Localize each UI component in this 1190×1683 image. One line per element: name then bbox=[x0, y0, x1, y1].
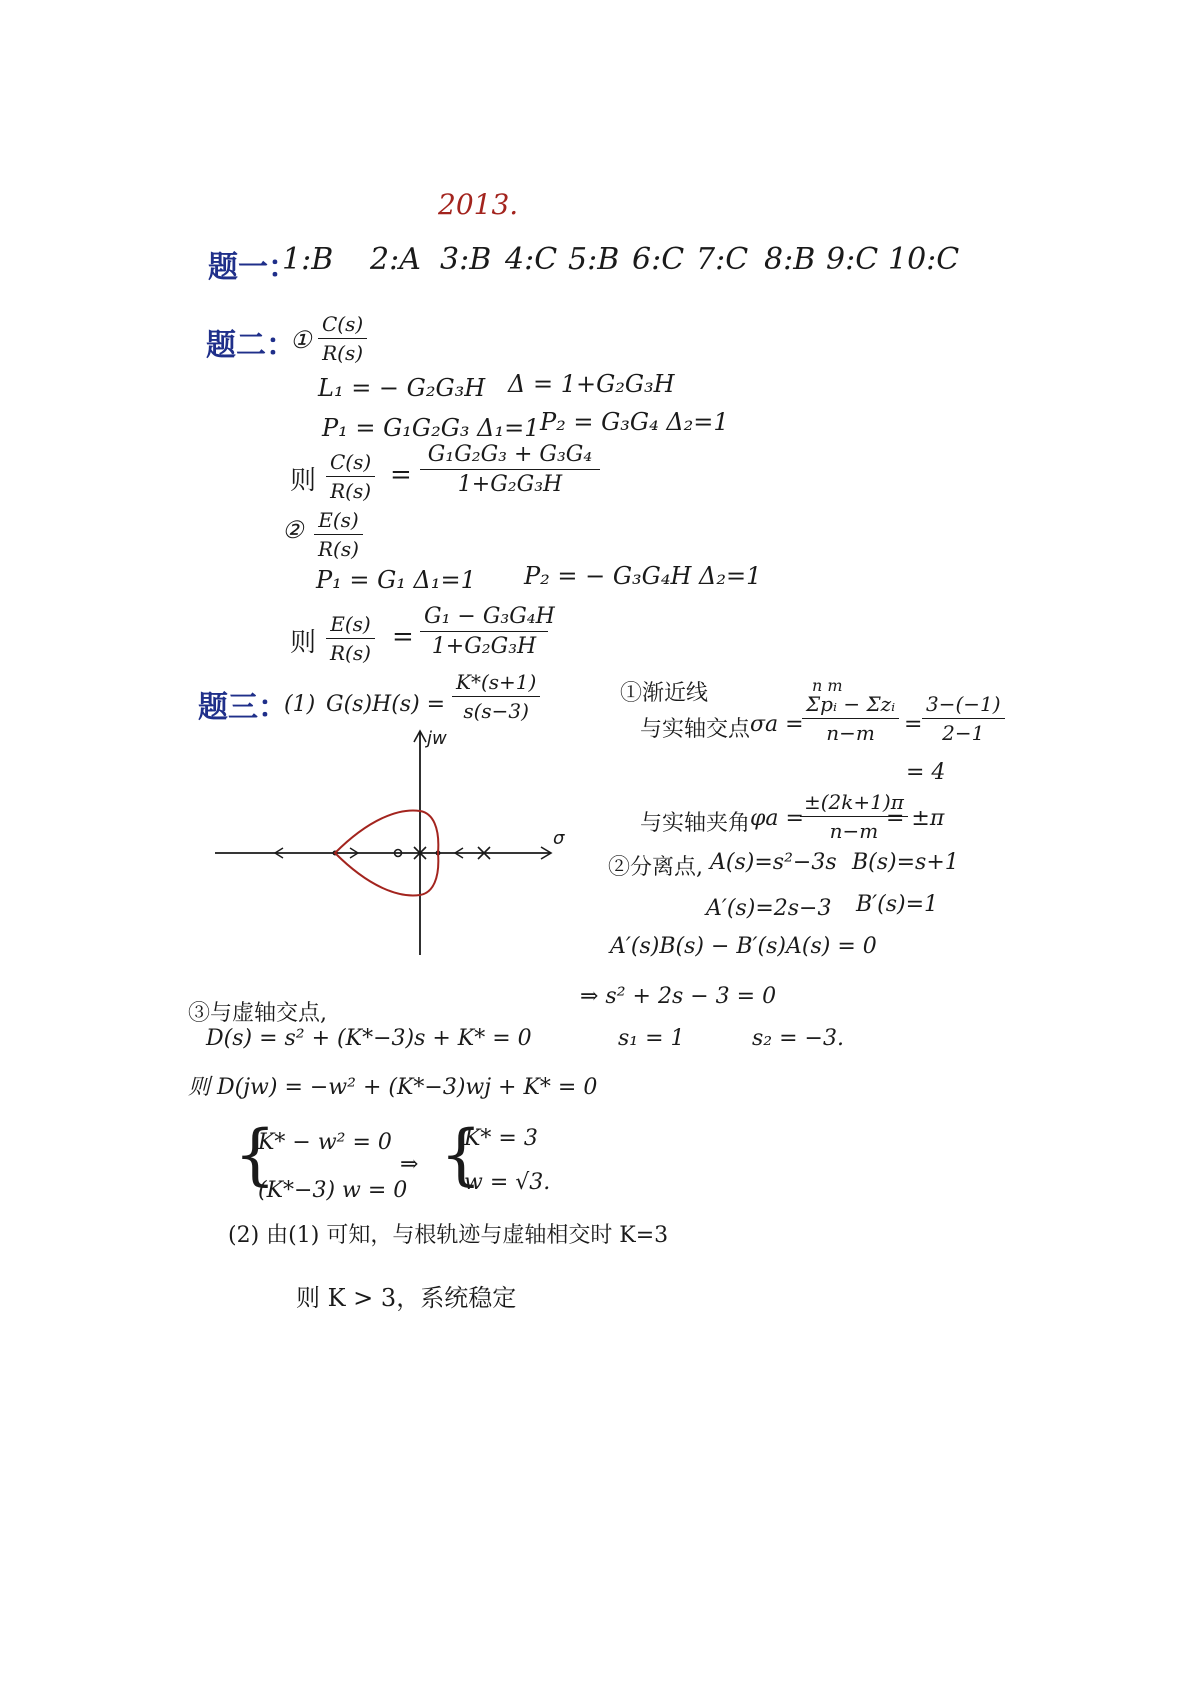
answer-10: 10:C bbox=[888, 242, 960, 277]
fraction-denominator: 1+G₂G₃H bbox=[457, 472, 563, 497]
b-prime-of-s: B′(s)=1 bbox=[856, 892, 939, 917]
fraction-numerator: C(s) bbox=[318, 312, 367, 339]
fraction-denominator: 1+G₂G₃H bbox=[431, 634, 537, 659]
asymptote-intersection-label: 与实轴交点 bbox=[640, 717, 751, 742]
answer-3: 3:B bbox=[440, 242, 492, 277]
p2-path1-line: P₁ = G₁ Δ₁=1 bbox=[316, 566, 476, 594]
loop-gain-line: L₁ = − G₂G₃H bbox=[318, 374, 486, 402]
result-prefix-2: 则 bbox=[290, 628, 317, 658]
answer-6: 6:C bbox=[632, 242, 685, 277]
answer-4: 4:C bbox=[505, 242, 558, 277]
p1-title-fraction bbox=[318, 312, 367, 365]
separation-equation: A′(s)B(s) − B′(s)A(s) = 0 bbox=[610, 934, 877, 959]
section2-label: 题二： bbox=[206, 328, 296, 363]
answer-1: 1:B bbox=[282, 242, 334, 277]
characteristic-equation: D(s) = s² + (K*−3)s + K* = 0 bbox=[206, 1026, 532, 1051]
right-system-brace: { bbox=[440, 1116, 482, 1193]
root-s1: s₁ = 1 bbox=[618, 1026, 685, 1051]
p1-result-rhs bbox=[420, 442, 600, 497]
delta-line: Δ = 1+G₂G₃H bbox=[508, 370, 675, 398]
p1-result-lhs bbox=[326, 450, 375, 503]
fraction-denominator: R(s) bbox=[318, 537, 359, 561]
fraction-numerator: G₁ − G₃G₄H bbox=[420, 604, 548, 632]
path2-line: P₂ = G₃G₄ Δ₂=1 bbox=[540, 408, 729, 436]
section3-label: 题三： bbox=[198, 690, 288, 725]
part1-marker: (1) bbox=[284, 692, 316, 717]
equals-sign: = bbox=[392, 622, 414, 652]
answer-7: 7:C bbox=[696, 242, 749, 277]
asymptote-sum-fraction bbox=[802, 692, 899, 745]
fraction-numerator: E(s) bbox=[326, 612, 375, 639]
phi-a-var: φa = bbox=[750, 806, 804, 831]
sum-limits: n m bbox=[812, 676, 843, 695]
fraction-numerator: G₁G₂G₃ + G₃G₄ bbox=[420, 442, 600, 470]
open-loop-fraction bbox=[452, 670, 540, 723]
root-locus-plot bbox=[205, 720, 575, 970]
substituted-equation: 则 D(jw) = −w² + (K*−3)wj + K* = 0 bbox=[188, 1075, 598, 1100]
sigma-a-var: σa = bbox=[750, 712, 804, 737]
section1-label: 题一： bbox=[208, 250, 298, 285]
system-result-1: K* = 3 bbox=[464, 1126, 538, 1151]
fraction-denominator: n−m bbox=[829, 819, 879, 843]
fraction-denominator: s(s−3) bbox=[463, 699, 529, 723]
asymptote-angle-label: 与实轴夹角 bbox=[640, 811, 751, 836]
p2-result-rhs bbox=[420, 604, 555, 659]
p2-result-lhs bbox=[326, 612, 375, 665]
separation-quadratic: ⇒ s² + 2s − 3 = 0 bbox=[580, 984, 777, 1009]
answer-8: 8:B bbox=[764, 242, 816, 277]
fraction-numerator: E(s) bbox=[314, 508, 363, 535]
asymptote-value-fraction bbox=[922, 692, 1005, 745]
fraction-denominator: R(s) bbox=[322, 341, 364, 365]
year-header: 2013. bbox=[438, 188, 519, 221]
fraction-numerator: K*(s+1) bbox=[452, 670, 540, 697]
fraction-numerator: Σpᵢ − Σzᵢ bbox=[802, 692, 899, 719]
equals-sign: = bbox=[904, 712, 923, 737]
asymptote-angle-result: = ±π bbox=[886, 806, 945, 831]
open-loop-lhs: G(s)H(s) = bbox=[326, 692, 446, 717]
part2-line2: 则 K > 3，系统稳定 bbox=[296, 1284, 517, 1312]
answer-9: 9:C bbox=[826, 242, 879, 277]
system-eq-1: K* − w² = 0 bbox=[258, 1130, 392, 1155]
fraction-denominator: R(s) bbox=[330, 641, 371, 665]
fraction-denominator: n−m bbox=[826, 721, 875, 745]
result-prefix-1: 则 bbox=[290, 466, 317, 496]
asymptote-title: ①渐近线 bbox=[620, 681, 709, 706]
axis-label-jw: jw bbox=[427, 728, 447, 749]
answer-2: 2:A bbox=[370, 242, 421, 277]
part-marker-2: ② bbox=[282, 516, 304, 544]
a-prime-of-s: A′(s)=2s−3 bbox=[706, 896, 832, 921]
equals-sign: = bbox=[390, 460, 412, 490]
axis-label-sigma: σ bbox=[553, 828, 565, 849]
part2-line1: (2) 由(1) 可知，与根轨迹与虚轴相交时 K=3 bbox=[228, 1223, 669, 1248]
separation-title: ②分离点, bbox=[608, 855, 703, 880]
root-s2: s₂ = −3. bbox=[752, 1026, 844, 1051]
imag-crossing-title: ③与虚轴交点, bbox=[188, 1001, 327, 1026]
a-of-s: A(s)=s²−3s bbox=[710, 850, 837, 875]
asymptote-result: = 4 bbox=[906, 760, 946, 785]
path1-line: P₁ = G₁G₂G₃ Δ₁=1 bbox=[322, 414, 540, 442]
answer-5: 5:B bbox=[568, 242, 620, 277]
system-eq-2: (K*−3) w = 0 bbox=[258, 1178, 408, 1203]
p2-title-fraction bbox=[314, 508, 363, 561]
fraction-numerator: ±(2k+1)π bbox=[800, 790, 908, 817]
b-of-s: B(s)=s+1 bbox=[852, 850, 959, 875]
fraction-numerator: 3−(−1) bbox=[922, 692, 1005, 719]
fraction-denominator: 2−1 bbox=[942, 721, 985, 745]
implies-arrow: ⇒ bbox=[400, 1152, 419, 1177]
system-result-2: w = √3. bbox=[464, 1170, 551, 1195]
part-marker-1: ① bbox=[290, 326, 312, 354]
fraction-numerator: C(s) bbox=[326, 450, 375, 477]
fraction-denominator: R(s) bbox=[330, 479, 372, 503]
left-brace: { bbox=[234, 1116, 276, 1193]
p2-path2-line: P₂ = − G₃G₄H Δ₂=1 bbox=[524, 562, 762, 590]
